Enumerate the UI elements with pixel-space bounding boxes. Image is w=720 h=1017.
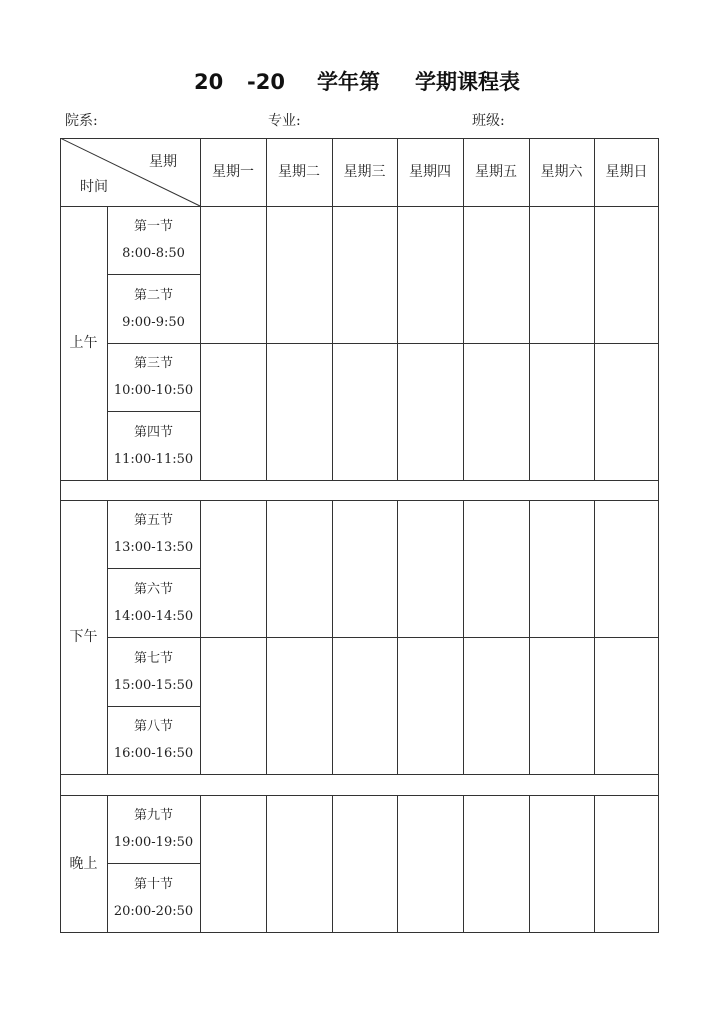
day-header-monday: 星期一 (212, 164, 254, 180)
day-column-line (397, 795, 398, 933)
day-column-line (266, 795, 267, 933)
day-column-line (529, 138, 530, 480)
day-column-line (332, 138, 333, 480)
period-cell (107, 350, 200, 404)
title-end-year: -20 (247, 70, 285, 94)
morning-separator-top (60, 480, 659, 481)
page-title (0, 64, 720, 100)
period-divider (107, 274, 200, 275)
period-name: 第六节 (133, 582, 173, 597)
period-time: 14:00-14:50 (113, 609, 194, 624)
day-column-line (200, 795, 201, 933)
period-name: 第八节 (133, 719, 173, 734)
day-column-line (594, 138, 595, 480)
period-time: 20:00-20:50 (113, 904, 194, 919)
period-cell (107, 802, 200, 856)
day-column-line (594, 500, 595, 774)
day-column-line (529, 795, 530, 933)
period-cell (107, 871, 200, 925)
day-header-wednesday: 星期三 (343, 164, 386, 180)
day-column-line (397, 138, 398, 480)
period-divider (107, 863, 200, 864)
period-name: 第三节 (133, 356, 173, 371)
afternoon-separator-top (60, 774, 659, 775)
period-cell (107, 419, 200, 473)
afternoon-separator-bottom (60, 795, 659, 796)
title-term-label: 学期课程表 (415, 70, 520, 94)
period-time: 13:00-13:50 (113, 540, 194, 555)
period-cell (107, 507, 200, 561)
period-name: 第一节 (133, 219, 173, 234)
period-cell (107, 576, 200, 630)
period-divider (107, 411, 200, 412)
period-time: 15:00-15:50 (113, 678, 194, 693)
row-break-line (107, 637, 659, 638)
row-break-line (107, 343, 659, 344)
day-header-thursday: 星期四 (409, 164, 451, 180)
day-column-line (266, 500, 267, 774)
session-label-morning: 上午 (69, 335, 98, 351)
department-label: 院系: (65, 113, 98, 129)
period-time: 16:00-16:50 (113, 746, 194, 761)
major-label: 专业: (268, 113, 301, 129)
day-column-line (594, 795, 595, 933)
period-time: 8:00-8:50 (122, 246, 185, 261)
day-column-line (463, 138, 464, 480)
day-header-saturday: 星期六 (540, 164, 583, 180)
day-column-line (463, 795, 464, 933)
session-label-afternoon: 下午 (69, 629, 98, 645)
day-header-sunday: 星期日 (605, 164, 648, 180)
period-time: 11:00-11:50 (113, 452, 194, 467)
day-column-line (266, 138, 267, 480)
day-column-line (463, 500, 464, 774)
day-column-line (332, 500, 333, 774)
period-time: 19:00-19:50 (113, 835, 194, 850)
day-column-line (200, 500, 201, 774)
period-name: 第七节 (133, 651, 173, 666)
morning-separator-bottom (60, 500, 659, 501)
period-cell (107, 645, 200, 699)
period-name: 第十节 (133, 877, 173, 892)
period-cell (107, 713, 200, 767)
day-header-friday: 星期五 (475, 164, 517, 180)
corner-time-label: 时间 (80, 179, 108, 195)
period-divider (107, 706, 200, 707)
day-header-tuesday: 星期二 (278, 164, 320, 180)
day-column-line (332, 795, 333, 933)
title-start-year: 20 (194, 70, 224, 94)
class-label: 班级: (472, 113, 505, 129)
period-cell (107, 213, 200, 267)
session-label-evening: 晚上 (69, 856, 98, 872)
period-name: 第五节 (133, 513, 173, 528)
period-name: 第四节 (133, 425, 173, 440)
period-cell (107, 282, 200, 336)
period-time: 10:00-10:50 (113, 383, 194, 398)
period-name: 第九节 (133, 808, 173, 823)
day-column-line (529, 500, 530, 774)
period-time: 9:00-9:50 (122, 315, 185, 330)
period-name: 第二节 (133, 288, 173, 303)
day-column-line (397, 500, 398, 774)
corner-day-label: 星期 (149, 154, 177, 170)
period-divider (107, 568, 200, 569)
title-year-label: 学年第 (317, 70, 380, 94)
